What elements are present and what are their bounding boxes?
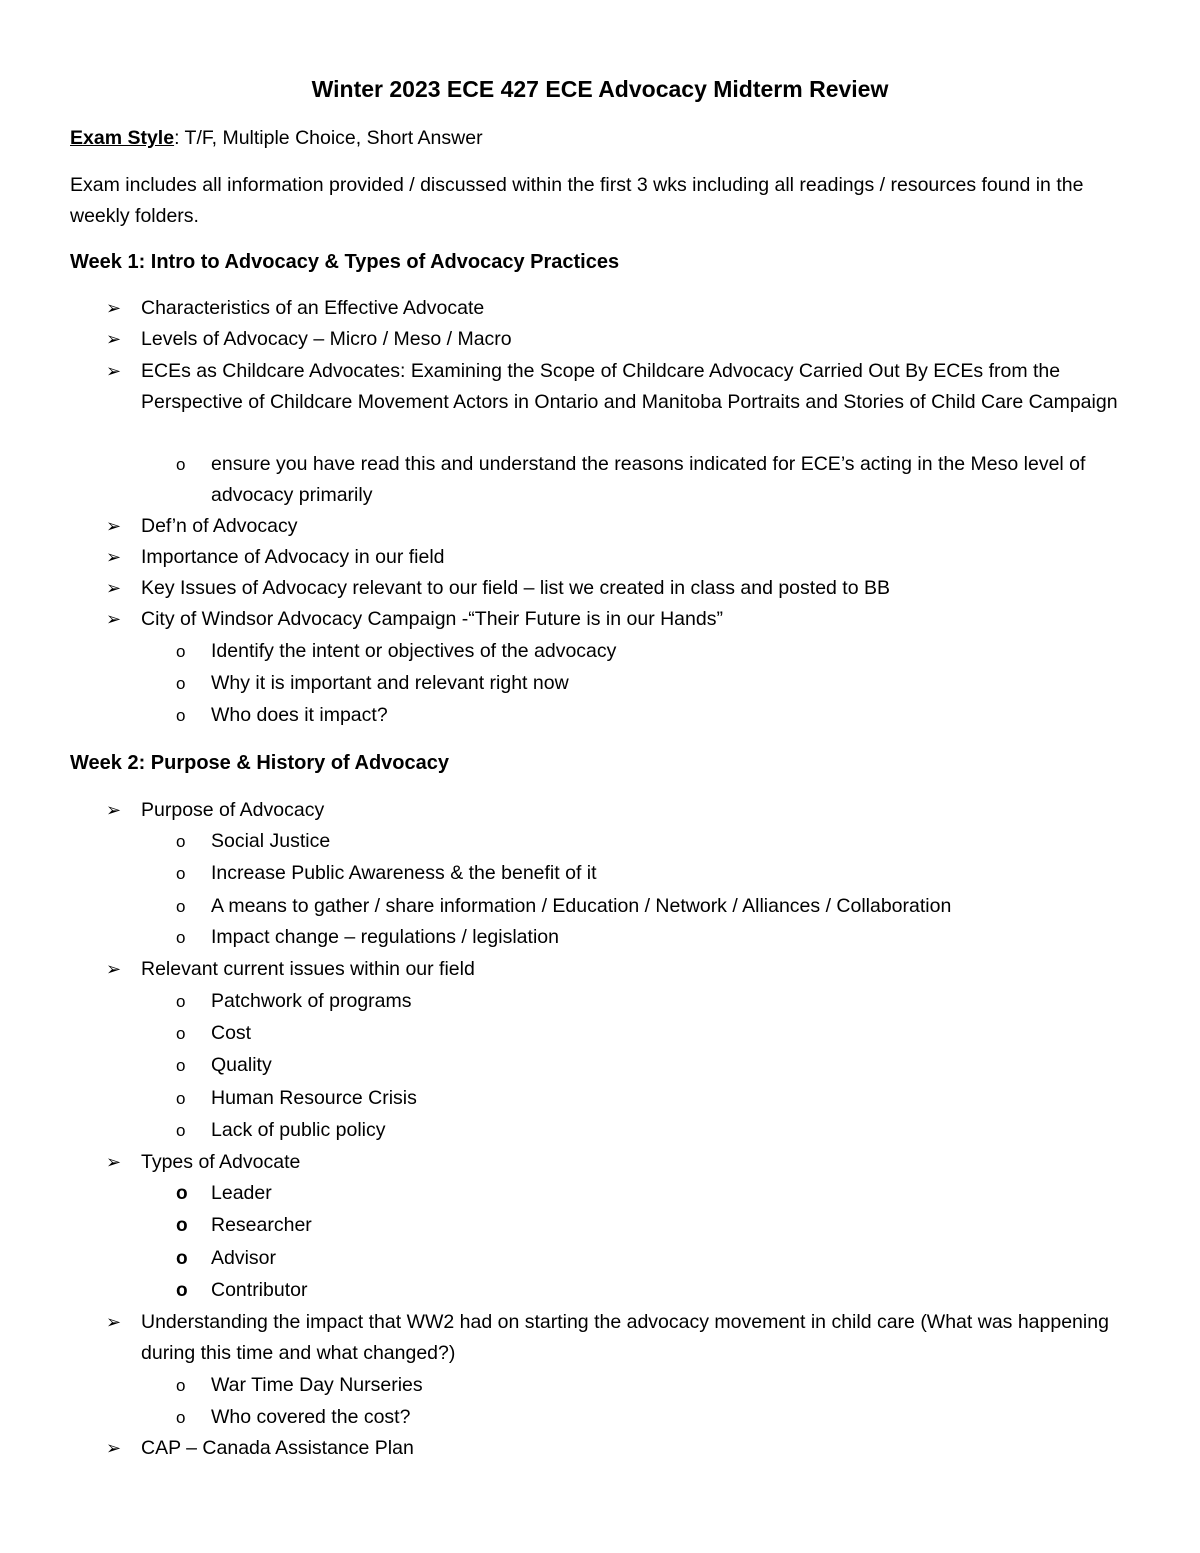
circle-bullet-icon: o bbox=[176, 674, 186, 693]
circle-bullet-icon: o bbox=[176, 832, 186, 851]
week1-heading: Week 1: Intro to Advocacy & Types of Advocacy Practices bbox=[70, 251, 620, 273]
circle-bullet-icon: o bbox=[176, 1215, 188, 1236]
arrow-bullet-icon: ➢ bbox=[106, 959, 122, 979]
circle-bullet-icon: o bbox=[176, 1121, 186, 1140]
circle-bullet-icon: o bbox=[176, 1183, 188, 1204]
intro-paragraph: Exam includes all information provided / discussed within the first 3 wks including all readings / resources found in the weekly folders. bbox=[70, 174, 1084, 227]
circle-bullet-icon: o bbox=[176, 1280, 188, 1301]
arrow-bullet-icon: ➢ bbox=[106, 609, 122, 629]
exam-style-label: Exam Style bbox=[70, 127, 175, 149]
circle-bullet-icon: o bbox=[176, 928, 186, 947]
exam-style-value: : T/F, Multiple Choice, Short Answer bbox=[174, 127, 483, 149]
arrow-bullet-icon: ➢ bbox=[106, 1152, 122, 1172]
circle-bullet-icon: o bbox=[176, 1376, 186, 1395]
document-page: Winter 2023 ECE 427 ECE Advocacy Midterm Review Exam Style: T/F, Multiple Choice, Short Answer Exam includes all information provided / discussed within the first 3 wks including all readings / resources found in the weekly folders. Week 1: Intro to Advocacy & Types of Advocacy Practices ➢ Characteristics of an Effective Advocate ➢ Levels of Advocacy – Micro / Meso / Macro ➢ ECEs as Childcare Advocates: Examining the Scope of Childcare Advocacy Carried Out By ECEs from the Perspective of Childcare Movement Actors in Ontario and Manitoba Portraits and Stories of Child Care Campaign o ensure you have read this and understand the reasons indicated for ECE’s acting in the Meso level of advocacy primarily ➢ Def’n of Advocacy ➢ Importance of Advocacy in our field ➢ Key Issues of Advocacy relevant to our field – list we created in class and posted to BB ➢ City of Windsor Advocacy Campaign -“Their Future is in our Hands” o Identify the intent or objectives of the advocacy o Why it is important and relevant right now o Who does it impact? Week 2: Purpose & History of Advocacy ➢ Purpose of Advocacy o Social Justice o Increase Public Awareness & the benefit of it o A means to gather / share information / Education / Network / Alliances / Collaboration o Impact change – regulations / legislation ➢ Relevant current issues within our field o Patchwork of programs o Cost o Quality o Human Resource Crisis o Lack of public policy ➢ Types of Advocate o Leader o Researcher o Advisor o Contributor ➢ Understanding the impact that WW2 had on starting the advocacy movement in child care (What was happening during this time and what changed?) o War Time Day Nurseries o Who covered the cost? ➢ CAP – Canada Assistance Plan bbox=[0, 0, 1200, 1553]
arrow-bullet-icon: ➢ bbox=[106, 329, 122, 349]
arrow-bullet-icon: ➢ bbox=[106, 361, 122, 381]
circle-bullet-icon: o bbox=[176, 706, 186, 725]
arrow-bullet-icon: ➢ bbox=[106, 1312, 122, 1332]
arrow-bullet-icon: ➢ bbox=[106, 800, 122, 820]
week2-heading: Week 2: Purpose & History of Advocacy bbox=[70, 752, 450, 774]
arrow-bullet-icon: ➢ bbox=[106, 578, 122, 598]
circle-bullet-icon: o bbox=[176, 1089, 186, 1108]
circle-bullet-icon: o bbox=[176, 455, 186, 474]
document-title: Winter 2023 ECE 427 ECE Advocacy Midterm Review bbox=[311, 76, 889, 102]
circle-bullet-icon: o bbox=[176, 1408, 186, 1427]
arrow-bullet-icon: ➢ bbox=[106, 298, 122, 318]
circle-bullet-icon: o bbox=[176, 1024, 186, 1043]
circle-bullet-icon: o bbox=[176, 864, 186, 883]
arrow-bullet-icon: ➢ bbox=[106, 516, 122, 536]
exam-style-line bbox=[70, 123, 483, 153]
arrow-bullet-icon: ➢ bbox=[106, 547, 122, 567]
circle-bullet-icon: o bbox=[176, 642, 186, 661]
circle-bullet-icon: o bbox=[176, 1056, 186, 1075]
circle-bullet-icon: o bbox=[176, 1248, 188, 1269]
circle-bullet-icon: o bbox=[176, 897, 186, 916]
arrow-bullet-icon: ➢ bbox=[106, 1438, 122, 1458]
circle-bullet-icon: o bbox=[176, 992, 186, 1011]
